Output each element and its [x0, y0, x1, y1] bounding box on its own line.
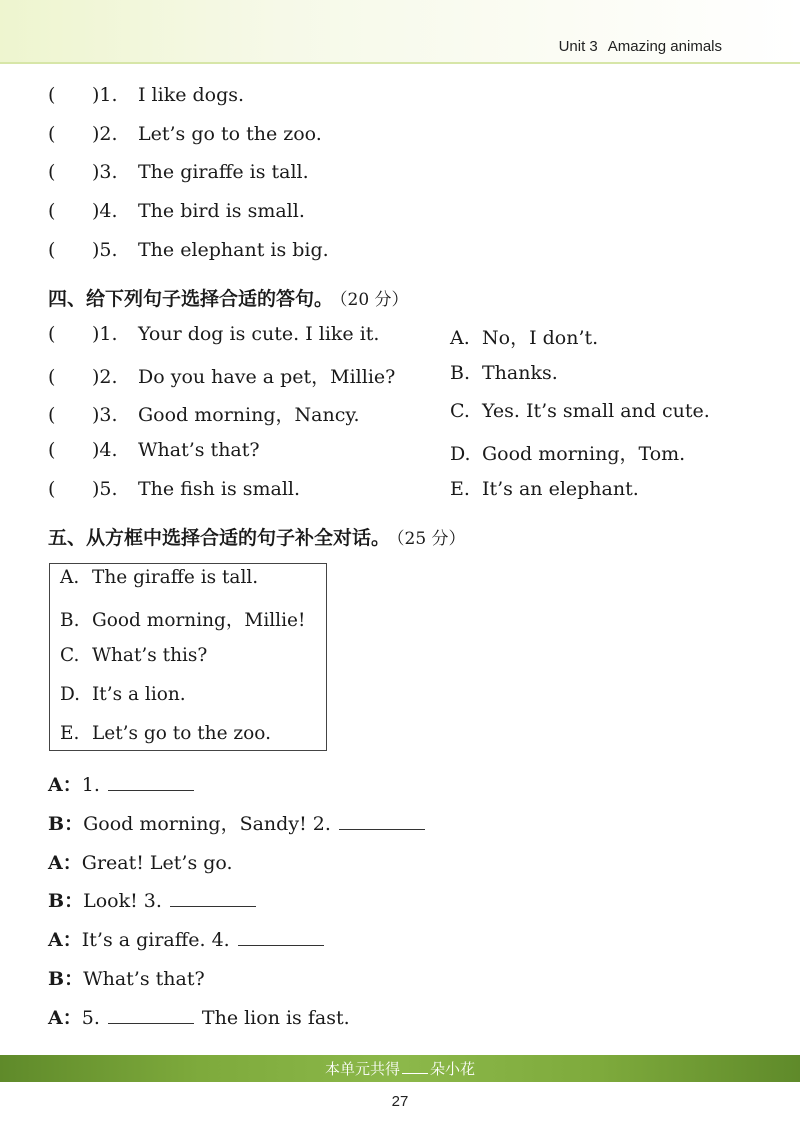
s3-item-2	[48, 123, 322, 145]
sentence-box	[49, 563, 327, 751]
item-number: )1.	[92, 323, 118, 345]
answer-bracket[interactable]: (	[48, 161, 56, 183]
header-divider	[0, 62, 800, 64]
option-letter: C.	[450, 400, 470, 422]
box-option-c	[60, 645, 207, 666]
option-letter: B.	[450, 362, 471, 384]
answer-blank[interactable]	[339, 815, 425, 830]
option-letter: C.	[60, 645, 80, 666]
dialogue-text: 5.	[81, 1007, 100, 1029]
section-title-text: 五、从方框中选择合适的句子补全对话。	[48, 527, 391, 549]
s4-item-4	[48, 439, 260, 461]
flower-count-blank[interactable]	[402, 1061, 428, 1074]
option-text: Yes. It’s small and cute.	[482, 400, 710, 422]
speaker-label: A	[48, 852, 63, 874]
item-text: Do you have a pet，Millie?	[138, 366, 396, 388]
item-number: )2.	[92, 123, 118, 145]
option-text: Thanks.	[482, 362, 558, 384]
s4-item-2	[48, 362, 395, 389]
s4-option-e	[450, 478, 639, 500]
answer-bracket[interactable]: (	[48, 323, 56, 345]
flower-count-text	[0, 1058, 800, 1079]
item-number: )4.	[92, 439, 118, 461]
option-text: Good morning，Millie!	[92, 610, 306, 631]
dialogue-text: Look! 3.	[83, 890, 162, 912]
speaker-label: A	[48, 1007, 63, 1029]
dialogue-line-2: B：Good morning，Sandy! 2.	[48, 809, 425, 836]
speaker-label: B	[48, 968, 65, 990]
item-text: The giraffe is tall.	[138, 161, 309, 183]
s4-item-1	[48, 323, 379, 345]
dialogue-text: What’s that?	[83, 968, 205, 990]
section-4-title	[48, 284, 409, 311]
option-letter: E.	[450, 478, 470, 500]
answer-bracket[interactable]: (	[48, 84, 56, 106]
item-text: Your dog is cute. I like it.	[138, 323, 380, 345]
answer-blank[interactable]	[108, 776, 194, 791]
section-score: （20 分）	[339, 290, 409, 310]
s4-item-3	[48, 400, 360, 427]
box-option-a	[60, 567, 258, 588]
answer-bracket[interactable]: (	[48, 478, 56, 500]
answer-bracket[interactable]: (	[48, 366, 56, 388]
s4-item-5	[48, 478, 300, 500]
box-option-b	[60, 606, 305, 632]
box-option-e	[60, 723, 271, 744]
s4-option-a	[450, 323, 598, 350]
item-number: )1.	[92, 84, 118, 106]
s4-option-b	[450, 362, 558, 384]
item-text: The bird is small.	[138, 200, 305, 222]
item-number: )3.	[92, 161, 118, 183]
item-number: )3.	[92, 404, 118, 426]
option-letter: D.	[60, 684, 81, 705]
option-letter: D.	[450, 443, 471, 465]
item-text: I like dogs.	[138, 84, 245, 106]
answer-bracket[interactable]: (	[48, 439, 56, 461]
answer-bracket[interactable]: (	[48, 239, 56, 261]
page-number: 27	[391, 1093, 409, 1110]
dialogue-text: Great! Let’s go.	[81, 852, 233, 874]
option-text: Good morning，Tom.	[482, 443, 686, 465]
section-score: （25 分）	[396, 529, 466, 549]
dialogue-line-6: B：What’s that?	[48, 968, 205, 990]
speaker-label: A	[48, 774, 63, 796]
footer-text-before: 本单元共得	[324, 1060, 400, 1078]
dialogue-line-7: A：5. The lion is fast.	[48, 1007, 350, 1029]
dialogue-line-4: B：Look! 3.	[48, 886, 256, 913]
dialogue-text: 1.	[81, 774, 100, 796]
dialogue-text: It’s a giraffe. 4.	[81, 929, 230, 951]
answer-blank[interactable]	[108, 1009, 194, 1024]
unit-title: Amazing animals	[607, 38, 722, 55]
section-title-text: 四、给下列句子选择合适的答句。	[48, 288, 334, 310]
box-option-d	[60, 684, 186, 705]
item-text: The elephant is big.	[138, 239, 329, 261]
s4-option-c	[450, 400, 710, 422]
option-letter: A.	[60, 567, 80, 588]
answer-blank[interactable]	[170, 892, 256, 907]
item-number: )4.	[92, 200, 118, 222]
item-number: )2.	[92, 366, 118, 388]
dialogue-text-after: The lion is fast.	[201, 1007, 350, 1029]
option-text: It’s a lion.	[92, 684, 186, 705]
s3-item-5	[48, 239, 329, 261]
speaker-label: B	[48, 890, 65, 912]
option-text: Let’s go to the zoo.	[92, 723, 271, 744]
option-letter: E.	[60, 723, 80, 744]
option-text: It’s an elephant.	[482, 478, 639, 500]
answer-bracket[interactable]: (	[48, 123, 56, 145]
answer-bracket[interactable]: (	[48, 200, 56, 222]
item-number: )5.	[92, 239, 118, 261]
footer-text-after: 朵小花	[430, 1060, 476, 1078]
item-text: Good morning，Nancy.	[138, 404, 360, 426]
option-letter: B.	[60, 610, 80, 631]
dialogue-text: Good morning，Sandy! 2.	[83, 813, 331, 835]
option-text: No，I don’t.	[482, 327, 599, 349]
option-text: What’s this?	[92, 645, 208, 666]
item-text: The fish is small.	[138, 478, 301, 500]
s3-item-3	[48, 161, 309, 183]
section-5-title	[48, 523, 466, 550]
s4-option-d	[450, 439, 685, 466]
option-letter: A.	[450, 327, 470, 349]
answer-bracket[interactable]: (	[48, 404, 56, 426]
option-text: The giraffe is tall.	[92, 567, 259, 588]
speaker-label: A	[48, 929, 63, 951]
unit-header	[559, 38, 722, 55]
item-text: Let’s go to the zoo.	[138, 123, 322, 145]
s3-item-4	[48, 200, 305, 222]
dialogue-line-3: A：Great! Let’s go.	[48, 852, 233, 874]
s3-item-1	[48, 84, 244, 106]
item-number: )5.	[92, 478, 118, 500]
answer-blank[interactable]	[238, 931, 324, 946]
speaker-label: B	[48, 813, 65, 835]
unit-label: Unit 3	[558, 38, 598, 55]
item-text: What’s that?	[138, 439, 260, 461]
dialogue-line-5: A：It’s a giraffe. 4.	[48, 925, 324, 952]
dialogue-line-1: A：1.	[48, 770, 194, 797]
